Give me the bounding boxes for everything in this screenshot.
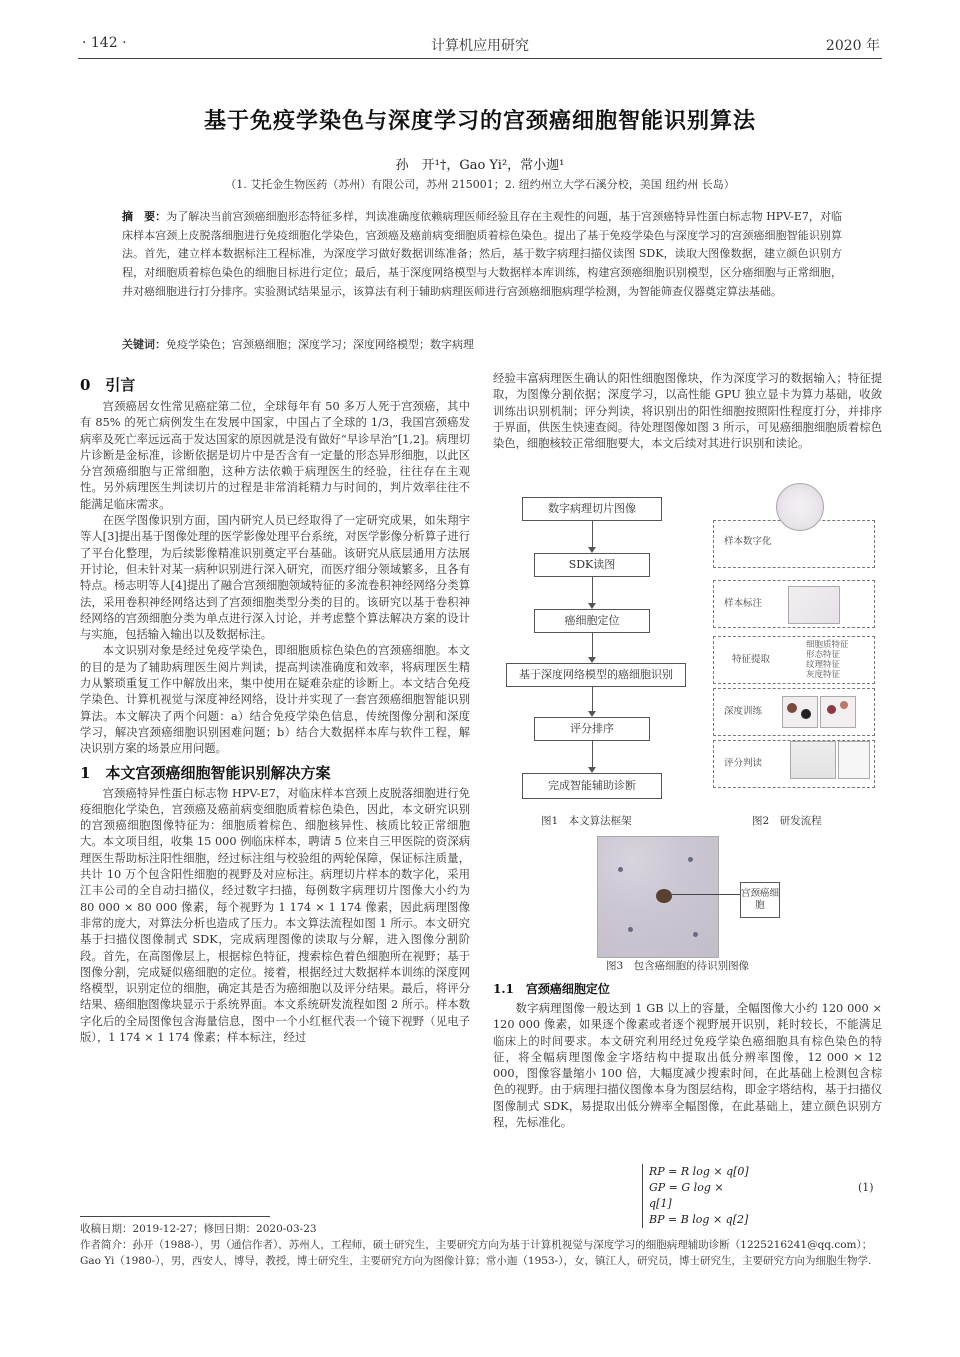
fig1-arrow bbox=[592, 521, 593, 549]
fig2-stage-4-label: 深度训练 bbox=[724, 706, 763, 717]
paper-title: 基于免疫学染色与深度学习的宫颈癌细胞智能识别算法 bbox=[203, 108, 756, 134]
affiliation: （1. 艾托金生物医药（苏州）有限公司，苏州 215001；2. 纽约州立大学石溪分校，美国 纽约州 长岛） bbox=[225, 178, 735, 191]
fig1-step-6: 完成智能辅助诊断 bbox=[522, 773, 662, 799]
fig1-arrow bbox=[592, 687, 593, 713]
slide-scan-thumbnail bbox=[776, 483, 824, 531]
equation-line-1: RP = R log × q[0] bbox=[649, 1165, 749, 1178]
annotation-thumbnail bbox=[788, 586, 840, 624]
fig2-stage-1-label: 样本数字化 bbox=[724, 536, 772, 547]
fig1-caption: 图1 本文算法框架 bbox=[541, 815, 632, 827]
fig3-label: 宫颈癌细胞 bbox=[740, 882, 780, 918]
section-heading-intro: 0 引言 bbox=[80, 376, 136, 394]
equation-line-3: BP = B log × q[2] bbox=[649, 1213, 749, 1226]
fig2-stage-5-label: 评分判读 bbox=[724, 758, 763, 769]
fig3-caption: 图3 包含癌细胞的待识别图像 bbox=[606, 960, 750, 972]
section-1-1-paragraph: 数字病理图像一般达到 1 GB 以上的容量，全幅图像大小约 120 000 × 120 000 像素，如果逐个像素或者逐个视野展开识别，耗时较长，不能满足临床上的时间要求。本文研究利用经过免疫学染色癌细胞具有棕色染色的特征，将全幅病理图像金字塔结构中提取出低分辨率图像，12 000 × 12 000，图像容量缩小 100 倍，大幅度减少搜索时间，在此基础上检测包含棕色的视野。由于病理扫描仪图像本身为图层结构，即金字塔结构，基于扫描仪图像制式 SDK，易提取出低分辨率全幅图像，在此基础上，建立颜色识别方程，先标准化。 bbox=[493, 1002, 882, 1130]
footnote-rule bbox=[80, 1216, 270, 1217]
fig3-pointer bbox=[672, 894, 740, 895]
abstract-label: 摘 要： bbox=[122, 210, 167, 223]
intro-paragraph-1: 宫颈癌居女性常见癌症第二位，全球每年有 50 多万人死于宫颈癌，其中有 85% 的死亡病例发生在发展中国家，中国占了全球的 1/3，我国宫颈癌发病率及死亡率远远高于发达国家的原因就是没有做好“早诊早治”[1,2]。病理切片诊断是金标准，诊断依据是切片中是否含有一定量的形态异形细胞，以此区分宫颈癌细胞与正常细胞，这种方法依赖于病理医生的经验，往往存在主观性。另外病理医生判读切片的过程是非常消耗精力与时间的，判片效率往往不能满足临床需求。 bbox=[80, 400, 470, 511]
journal-name: 计算机应用研究 bbox=[431, 38, 529, 54]
fig1-step-5: 评分排序 bbox=[534, 717, 650, 741]
section-1-1 bbox=[493, 980, 882, 1131]
keywords bbox=[122, 336, 842, 352]
equation-1 bbox=[642, 1164, 749, 1228]
cell-image bbox=[597, 836, 719, 958]
fig2-feature-list bbox=[806, 640, 849, 680]
solution-body bbox=[80, 786, 470, 1047]
fig1-arrow bbox=[592, 741, 593, 769]
intro-body bbox=[80, 399, 470, 758]
fig2-stage-3 bbox=[713, 636, 875, 684]
equation-line-2: GP = G log × q[1] bbox=[649, 1181, 724, 1210]
section-heading-1-1: 1.1 宫颈癌细胞定位 bbox=[493, 982, 610, 996]
fig1-step-1: 数字病理切片图像 bbox=[522, 497, 662, 521]
fig2-feature-1: 细胞质特征 bbox=[806, 640, 849, 650]
training-thumbnail bbox=[782, 696, 818, 728]
col2-paragraph-1: 经验丰富病理医生确认的阳性细胞图像块，作为深度学习的数据输入；特征提取，为图像分割依据；深度学习，以高性能 GPU 独立显卡为算力基础，收敛训练出识别机制；评分判读，将识别出的阳性细胞按照阳性程度打分，并排序于界面，供医生快速查阅。待处理图像如图 3 所示，可见癌细胞细胞质着棕色染色，细胞核较正常细胞要大，本文后续对其进行识别和读论。 bbox=[493, 372, 882, 451]
section-1-1-body bbox=[493, 1001, 882, 1131]
abstract-text: 为了解决当前宫颈癌细胞形态特征多样，判读准确度依赖病理医师经验且存在主观性的问题，基于宫颈癌特异性蛋白标志物 HPV-E7，对临床样本宫颈上皮脱落细胞进行免疫细胞化学染色，宫颈癌及癌前病变细胞质着棕色染色。提出了基于免疫学染色与深度学习的宫颈癌细胞智能识别算法。首先，建立样本数据标注工程标准，为深度学习做好数据训练准备；然后，基于数字病理扫描仪读图 SDK，读取大图像数据，建立颜色识别方程，对细胞质着棕色染色的细胞目标进行定位；最后，基于深度网络模型与大数据样本库训练，构建宫颈癌细胞识别模型，区分癌细胞与正常细胞，并对癌细胞进行打分排序。实验测试结果显示，该算法有利于辅助病理医师进行宫颈癌细胞病理学检测，为智能筛查仪器奠定算法基础。 bbox=[122, 210, 842, 298]
fig1-step-4: 基于深度网络模型的癌细胞识别 bbox=[506, 663, 686, 687]
fig1-step-2: SDK读图 bbox=[534, 553, 650, 577]
publication-year: 2020 年 bbox=[825, 38, 880, 54]
keywords-label: 关键词： bbox=[122, 338, 166, 351]
section-intro bbox=[80, 374, 470, 1046]
intro-paragraph-3: 本文识别对象是经过免疫学染色，即细胞质棕色染色的宫颈癌细胞。本文的目的是为了辅助病理医生阅片判读，提高判读准确度和效率，将病理医生精力从繁琐重复工作中解放出来，集中使用在疑难杂症的诊断上。本文结合免疫学染色、计算机视觉与深度神经网络，设计并实现了一套宫颈癌细胞智能识别算法。本文解决了两个问题：a）结合免疫学染色信息，传统图像分割和深度学习，解决宫颈癌细胞识别困难问题；b）结合大数据样本库与软件工程，解决识别方案的场景应用问题。 bbox=[80, 644, 470, 756]
scoring-thumbnail bbox=[790, 741, 836, 779]
equation-number: (1) bbox=[858, 1181, 874, 1194]
received-dates: 收稿日期：2019-12-27；修回日期：2020-03-23 bbox=[80, 1223, 317, 1235]
keywords-text: 免疫学染色；宫颈癌细胞；深度学习；深度网络模型；数字病理 bbox=[166, 338, 474, 351]
page-number: · 142 · bbox=[82, 35, 127, 51]
scoring-thumbnail-2 bbox=[838, 741, 870, 779]
fig2-stage-3-label: 特征提取 bbox=[732, 654, 771, 665]
fig2-feature-4: 灰度特征 bbox=[806, 670, 841, 680]
training-thumbnail-2 bbox=[820, 696, 856, 728]
fig2-stage-2-label: 样本标注 bbox=[724, 598, 763, 609]
fig1-arrow bbox=[592, 577, 593, 605]
abstract bbox=[122, 208, 842, 302]
fig1-arrow bbox=[592, 633, 593, 659]
intro-paragraph-2: 在医学图像识别方面，国内研究人员已经取得了一定研究成果，如朱翔宇等人[3]提出基于图像处理的医学影像处理平台系统，对医学影像分析算子进行了平台化整理，为后续影像精准识别奠定平台基础。该研究从底层通用方法展开讨论，但未针对某一病种识别进行深入研究，而医疗细分领域繁多，且各有特点。杨志明等人[4]提出了融合宫颈细胞领域特征的多流卷积神经网络分类算法，采用卷积神经网络达到了宫颈细胞类型分类的目的。该研究以基于卷积神经网络的宫颈细胞分类为单点进行深入讨论，并考虑整个算法解决方案的设计与实施，包括输入输出以及数据标注。 bbox=[80, 514, 470, 642]
footnote bbox=[80, 1221, 882, 1269]
fig2-feature-3: 纹理特征 bbox=[806, 660, 841, 670]
section-heading-solution: 1 本文宫颈癌细胞智能识别解决方案 bbox=[80, 763, 331, 782]
author-bios: 作者简介：孙开（1988-），男（通信作者），苏州人，工程师，硕士研究生，主要研究方向为基于计算机视觉与深度学习的细胞病理辅助诊断（1225216241@qq.com）；Gao Yi（1980-），男，西安人，博导，教授，博士研究生，主要研究方向为图像计算；常小迦（1953-），女，镇江人，研究员，博士研究生，主要研究方向为细胞生物学. bbox=[80, 1239, 873, 1267]
header-rule bbox=[78, 58, 882, 59]
author-list: 孙 开¹†，Gao Yi²，常小迦¹ bbox=[395, 158, 565, 173]
col2-continuation bbox=[493, 371, 882, 452]
fig2-caption: 图2 研发流程 bbox=[752, 815, 822, 827]
fig1-step-3: 癌细胞定位 bbox=[534, 609, 650, 633]
solution-paragraph-1: 宫颈癌特异性蛋白标志物 HPV-E7，对临床样本宫颈上皮脱落细胞进行免疫细胞化学染色，宫颈癌及癌前病变细胞质着棕色染色，因此，本文研究识别的宫颈癌细胞图像特征为：细胞质着棕色、细胞核异性、核质比较正常细胞大。本文项目组，收集 15 000 例临床样本，聘请 5 位来自三甲医院的资深病理医生帮助标注阳性细胞，经过标注组与校验组的两轮保障，保证标注质量，共计 10 万个包含阳性细胞的视野及对应标注。病理切片样本的数字化，采用江丰公司的全自动扫描仪，经过数字扫描，每例数字病理切片图像大小约为 80 000 × 80 000 像素，每个视野为 1 174 × 1 174 像素，因此病理图像非常的庞大，对算法分析也造成了压力。本文算法流程如图 1 所示。本文研究基于扫描仪图像制式 SDK，完成病理图像的读取与分解，进入图像分割阶段。首先，在高图像层上，根据棕色特征，搜索棕色着色细胞所在视野；基于图像分割，完成疑似癌细胞的定位。接着，根据经过大数据样本训练的深度网络模型，识别定位的细胞，确定其是否为癌细胞以及评分结果。最后，将评分结果、癌细胞图像块显示于系统界面。本文系统研发流程如图 2 所示。样本数字化后的全局图像包含海量信息，图中一个小红框代表一个镜下视野（见电子版），1 174 × 1 174 像素；样本标注，经过 bbox=[80, 786, 470, 1044]
cancer-cell-marker bbox=[656, 889, 672, 903]
fig2-feature-2: 形态特征 bbox=[806, 650, 841, 660]
